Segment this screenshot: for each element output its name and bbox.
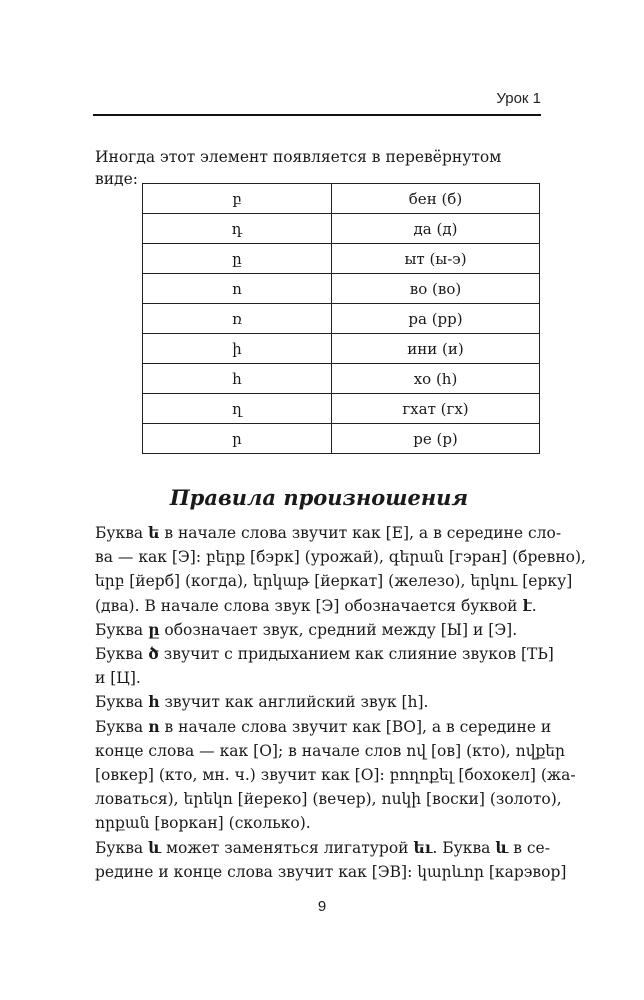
paragraph xyxy=(95,715,576,836)
alphabet-table xyxy=(142,183,540,454)
text-fragment: в начале слова звучит как [ВО], а в середине и xyxy=(159,717,552,736)
text-fragment: обозначает звук, средний между [Ы] и [Э]. xyxy=(159,620,518,639)
text-fragment: . xyxy=(531,596,537,615)
page-number: 9 xyxy=(317,898,327,915)
letter-name-cell: гхат (гх) xyxy=(332,394,540,424)
letter-highlight: ը xyxy=(148,619,160,639)
text-fragment: звучит как английский звук [h]. xyxy=(159,693,429,712)
letter-name-cell: во (во) xyxy=(332,274,540,304)
text-line xyxy=(95,642,554,666)
text-fragment: Буква xyxy=(95,620,149,639)
letter-name-cell: ра (рр) xyxy=(332,304,540,334)
letter-highlight: ո xyxy=(148,716,160,736)
text-fragment: Буква xyxy=(95,838,149,857)
letter-cell: ր xyxy=(143,424,332,454)
letter-name-cell: да (д) xyxy=(332,214,540,244)
table-row xyxy=(143,274,540,304)
letter-highlight: է xyxy=(522,595,532,615)
paragraph xyxy=(95,521,586,618)
text-fragment: Буква xyxy=(95,717,149,736)
text-fragment: в се- xyxy=(508,838,550,857)
table-row xyxy=(143,394,540,424)
table-row xyxy=(143,334,540,364)
paragraph xyxy=(95,690,542,714)
text-line: и [Ц]. xyxy=(95,669,141,688)
text-line: ловаться), երեկո [йереко] (вечер), ոսկի [воски] (золото), xyxy=(95,790,562,809)
text-fragment: Буква xyxy=(95,693,149,712)
letter-name-cell: хо (h) xyxy=(332,364,540,394)
table-row xyxy=(143,184,540,214)
text-fragment: . Буква xyxy=(432,838,496,857)
text-line xyxy=(95,836,550,860)
text-fragment: Буква xyxy=(95,524,149,542)
table-row xyxy=(143,244,540,274)
letter-cell: ը xyxy=(143,244,332,274)
letter-cell: ղ xyxy=(143,394,332,424)
paragraph xyxy=(95,836,567,884)
running-header-lesson: Урок 1 xyxy=(496,90,541,107)
letter-cell: ի xyxy=(143,334,332,364)
letter-highlight: ծ xyxy=(148,644,159,664)
text-fragment: может заменяться лигатурой xyxy=(161,838,414,857)
header-divider xyxy=(93,114,541,116)
text-line: երբ [йерб] (когда), երկաթ [йеркат] (железо), երկու [ерку] xyxy=(95,572,573,591)
text-fragment: звучит с придыханием как слияние звуков [ТЬ] xyxy=(158,645,554,664)
text-line xyxy=(95,715,552,739)
paragraph xyxy=(95,642,554,690)
letter-name-cell: ре (р) xyxy=(332,424,540,454)
text-line xyxy=(95,690,542,714)
intro-text: Иногда этот элемент появляется в перевёрнутом виде: xyxy=(95,148,502,188)
table-row xyxy=(143,214,540,244)
text-line: редине и конце слова звучит как [ЭВ]: կարևոր [карэвор] xyxy=(95,862,567,881)
table-row xyxy=(143,424,540,454)
paragraph xyxy=(95,618,542,642)
text-fragment: Буква xyxy=(95,645,149,664)
letter-highlight: ե xyxy=(148,523,160,542)
letter-highlight: և xyxy=(148,837,162,857)
letter-name-cell: ыт (ы-э) xyxy=(332,244,540,274)
text-line xyxy=(95,521,562,545)
letter-name-cell: ини (и) xyxy=(332,334,540,364)
section-title: Правила произношения xyxy=(169,485,469,510)
letter-cell: դ xyxy=(143,214,332,244)
text-line: [овкер] (кто, мн. ч.) звучит как [О]: բողոքել [бохокел] (жа- xyxy=(95,766,576,785)
letter-name-cell: бен (б) xyxy=(332,184,540,214)
letter-cell: ո xyxy=(143,274,332,304)
text-fragment: (два). В начале слова звук [Э] обозначается буквой xyxy=(95,596,523,615)
letter-highlight: հ xyxy=(148,692,160,712)
letter-cell: հ xyxy=(143,364,332,394)
letter-cell: ռ xyxy=(143,304,332,334)
table-row xyxy=(143,304,540,334)
table-row xyxy=(143,364,540,394)
letter-highlight: և xyxy=(495,837,509,857)
text-line: конце слова — как [О]; в начале слов ով [ов] (кто), ովքեր xyxy=(95,741,566,760)
letter-highlight: եւ xyxy=(413,837,433,857)
text-line xyxy=(95,594,542,618)
text-line: ва — как [Э]: բերք [бэрк] (урожай), գերան [гэран] (бревно), xyxy=(95,548,586,567)
text-fragment: в начале слова звучит как [Е], а в середине сло- xyxy=(159,524,562,542)
body-text xyxy=(95,521,586,884)
text-line xyxy=(95,618,542,642)
text-line: որքան [воркан] (сколько). xyxy=(95,814,311,833)
letter-cell: բ xyxy=(143,184,332,214)
